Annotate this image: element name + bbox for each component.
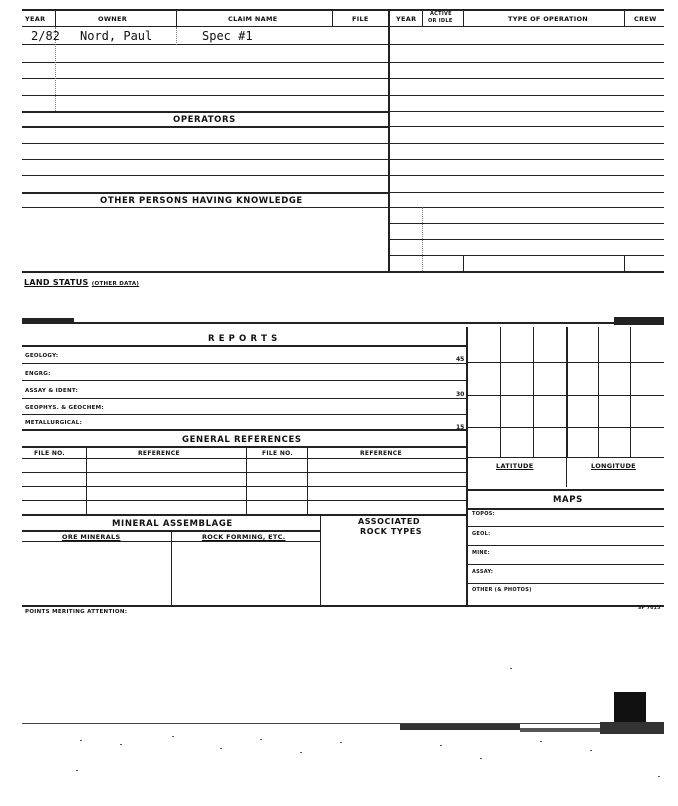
reports-metallurgical-num: 15 <box>456 424 465 431</box>
maps-assay: ASSAY: <box>472 569 494 575</box>
reports-assay-num: 30 <box>456 391 465 398</box>
entry-year: 2/82 <box>31 29 60 43</box>
reports-title: R E P O R T S <box>208 334 278 344</box>
rock-types-label: ROCK TYPES <box>360 527 423 536</box>
header-or-idle: OR IDLE <box>428 18 453 24</box>
maps-mine: MINE: <box>472 550 490 556</box>
land-status-sub: (OTHER DATA) <box>91 281 140 287</box>
maps-title: MAPS <box>553 495 583 505</box>
latitude-label: LATITUDE <box>496 462 534 470</box>
reports-metallurgical: METALLURGICAL: <box>25 420 83 426</box>
genref-reference-2: REFERENCE <box>360 450 402 457</box>
header-year-right: YEAR <box>396 15 417 23</box>
form-number: SF 7015 <box>638 606 661 611</box>
reports-assay: ASSAY & IDENT: <box>25 388 79 394</box>
genref-file-no-1: FILE NO. <box>34 450 66 457</box>
operators-title: OPERATORS <box>173 115 236 125</box>
longitude-label: LONGITUDE <box>591 462 636 470</box>
reports-engrg: ENGRG: <box>25 371 51 377</box>
land-status-text: LAND STATUS <box>24 278 89 287</box>
header-year: YEAR <box>25 15 46 23</box>
associated-label: ASSOCIATED <box>358 517 421 526</box>
mineral-assemblage-title: MINERAL ASSEMBLAGE <box>112 519 233 529</box>
header-active: ACTIVE <box>430 11 452 17</box>
other-persons-title: OTHER PERSONS HAVING KNOWLEDGE <box>100 196 303 206</box>
ore-minerals-label: ORE MINERALS <box>62 533 121 541</box>
scan-smudge-right <box>614 317 664 325</box>
maps-other: OTHER (& PHOTOS) <box>472 587 532 593</box>
genref-file-no-2: FILE NO. <box>262 450 294 457</box>
points-meriting-attention: POINTS MERITING ATTENTION: <box>25 609 128 615</box>
header-owner: OWNER <box>98 15 128 23</box>
reports-geology-num: 45 <box>456 356 465 363</box>
header-crew: CREW <box>634 15 657 23</box>
entry-owner: Nord, Paul <box>80 29 153 43</box>
header-type-of-operation: TYPE OF OPERATION <box>508 15 589 23</box>
maps-topos: TOPOS: <box>472 511 495 517</box>
header-claim-name: CLAIM NAME <box>228 15 278 23</box>
entry-claim-name: Spec #1 <box>202 29 253 43</box>
header-file: FILE <box>352 15 369 23</box>
rock-forming-label: ROCK FORMING, ETC. <box>202 533 286 541</box>
reports-geophys: GEOPHYS. & GEOCHEM: <box>25 405 104 411</box>
general-references-title: GENERAL REFERENCES <box>182 435 302 445</box>
genref-reference-1: REFERENCE <box>138 450 180 457</box>
reports-geology: GEOLOGY: <box>25 353 59 359</box>
maps-geol: GEOL: <box>472 531 491 537</box>
land-status-label <box>24 278 139 287</box>
